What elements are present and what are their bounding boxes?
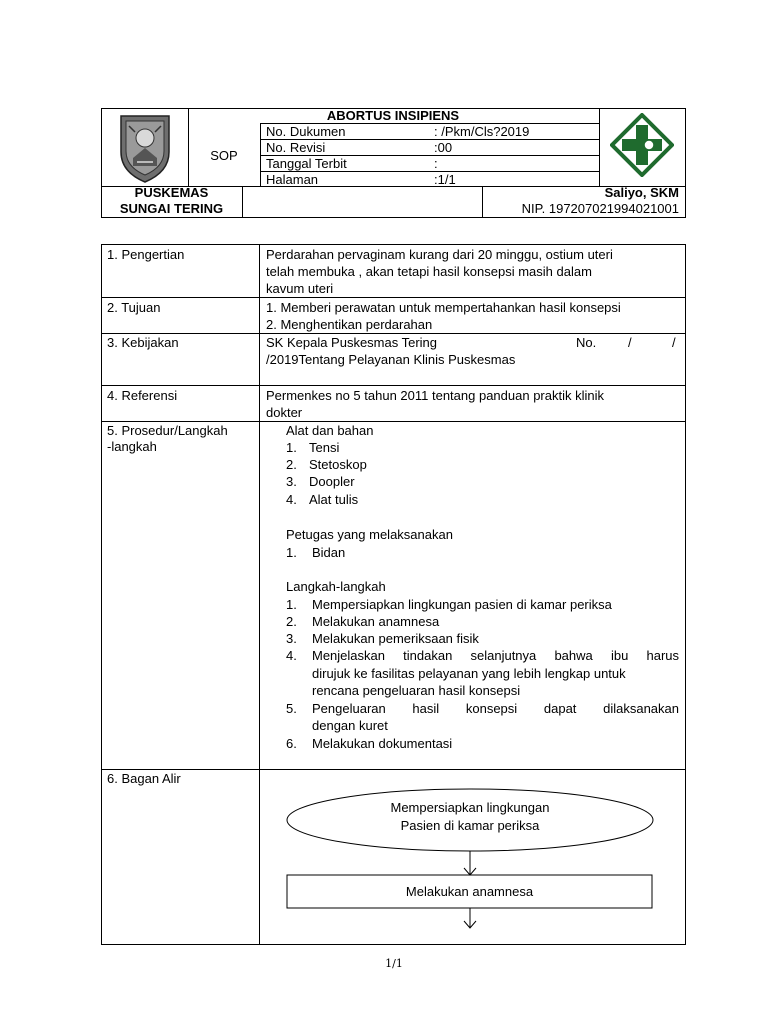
field-halaman-value: :1/1 bbox=[434, 172, 456, 187]
alat-heading: Alat dan bahan bbox=[286, 423, 374, 438]
field-no-dokumen-label: No. Dukumen bbox=[266, 124, 346, 139]
alat-item: Alat tulis bbox=[309, 492, 359, 507]
langkah-item-line: dirujuk ke fasilitas pelayanan yang lebih lengkap untuk bbox=[312, 666, 626, 681]
langkah-heading: Langkah-langkah bbox=[286, 579, 386, 594]
page-number: 1/1 bbox=[385, 957, 403, 970]
langkah-item-line: Melakukan anamnesa bbox=[312, 614, 440, 629]
kebijakan-text-line2: /2019Tentang Pelayanan Klinis Puskesmas bbox=[266, 352, 516, 367]
referensi-text-line2: dokter bbox=[266, 405, 303, 420]
alat-item-num: 3. bbox=[286, 474, 297, 489]
langkah-item-num: 6. bbox=[286, 736, 297, 751]
org-name-line2: SUNGAI TERING bbox=[119, 201, 224, 216]
tujuan-text-line2: 2. Menghentikan perdarahan bbox=[266, 317, 433, 332]
langkah-item-line: Pengeluaran hasil konsepsi dapat dilaksanakan bbox=[312, 701, 679, 716]
tujuan-label: 2. Tujuan bbox=[107, 300, 161, 315]
pengertian-text-line2: telah membuka , akan tetapi hasil konsepsi masih dalam bbox=[266, 264, 592, 279]
kebijakan-label: 3. Kebijakan bbox=[107, 335, 179, 350]
kebijakan-text-line1: SK Kepala Puskesmas Tering bbox=[266, 335, 438, 350]
kebijakan-slash-2: / bbox=[672, 335, 676, 350]
petugas-item: Bidan bbox=[312, 545, 346, 560]
langkah-item-num: 5. bbox=[286, 701, 297, 716]
langkah-item-line: rencana pengeluaran hasil konsepsi bbox=[312, 683, 521, 698]
alat-item: Stetoskop bbox=[309, 457, 367, 472]
flow-step2: Melakukan anamnesa bbox=[405, 884, 534, 899]
flow-step1-line1: Mempersiapkan lingkungan bbox=[390, 800, 550, 815]
kebijakan-slash-1: / bbox=[628, 335, 632, 350]
org-name-line1: PUSKEMAS bbox=[134, 185, 209, 200]
langkah-item-line: dengan kuret bbox=[312, 718, 388, 733]
langkah-item-line: Melakukan pemeriksaan fisik bbox=[312, 631, 479, 646]
langkah-item-num: 3. bbox=[286, 631, 297, 646]
flow-step1-line2: Pasien di kamar periksa bbox=[400, 818, 540, 833]
alat-item-num: 4. bbox=[286, 492, 297, 507]
signer-nip: NIP. 197207021994021001 bbox=[521, 201, 679, 216]
alat-item: Doopler bbox=[309, 474, 355, 489]
pengertian-label: 1. Pengertian bbox=[107, 247, 185, 262]
field-no-dokumen-value: : /Pkm/Cls?2019 bbox=[434, 124, 530, 139]
alat-item-num: 1. bbox=[286, 440, 297, 455]
prosedur-label-line1: 5. Prosedur/Langkah bbox=[107, 423, 228, 438]
alat-item: Tensi bbox=[309, 440, 340, 455]
petugas-item-num: 1. bbox=[286, 545, 297, 560]
referensi-label: 4. Referensi bbox=[107, 388, 178, 403]
langkah-item-line: Mempersiapkan lingkungan pasien di kamar periksa bbox=[312, 597, 612, 612]
field-tanggal-terbit-value: : bbox=[434, 156, 438, 171]
document-title: ABORTUS INSIPIENS bbox=[326, 108, 460, 123]
field-tanggal-terbit-label: Tanggal Terbit bbox=[266, 156, 347, 171]
tujuan-text-line1: 1. Memberi perawatan untuk mempertahankan hasil konsepsi bbox=[266, 300, 621, 315]
langkah-item-num: 1. bbox=[286, 597, 297, 612]
kebijakan-no: No. bbox=[576, 335, 597, 350]
puskesmas-logo bbox=[610, 113, 674, 177]
bagan-label: 6. Bagan Alir bbox=[107, 771, 181, 786]
langkah-item-num: 4. bbox=[286, 648, 297, 663]
langkah-item-line: Menjelaskan tindakan selanjutnya bahwa ibu harus bbox=[312, 648, 679, 663]
pengertian-text-line1: Perdarahan pervaginam kurang dari 20 minggu, ostium uteri bbox=[266, 247, 613, 262]
langkah-item-num: 2. bbox=[286, 614, 297, 629]
referensi-text-line1: Permenkes no 5 tahun 2011 tentang panduan praktik klinik bbox=[266, 388, 604, 403]
field-halaman-label: Halaman bbox=[266, 172, 319, 187]
pengertian-text-line3: kavum uteri bbox=[266, 281, 334, 296]
field-no-revisi-label: No. Revisi bbox=[266, 140, 326, 155]
langkah-item-line: Melakukan dokumentasi bbox=[312, 736, 453, 751]
field-no-revisi-value: :00 bbox=[434, 140, 453, 155]
sop-label: SOP bbox=[210, 148, 238, 163]
emblem-logo bbox=[117, 112, 173, 184]
alat-item-num: 2. bbox=[286, 457, 297, 472]
petugas-heading: Petugas yang melaksanakan bbox=[286, 527, 453, 542]
prosedur-label-line2: -langkah bbox=[107, 439, 157, 454]
signer-name: Saliyo, SKM bbox=[604, 185, 679, 200]
